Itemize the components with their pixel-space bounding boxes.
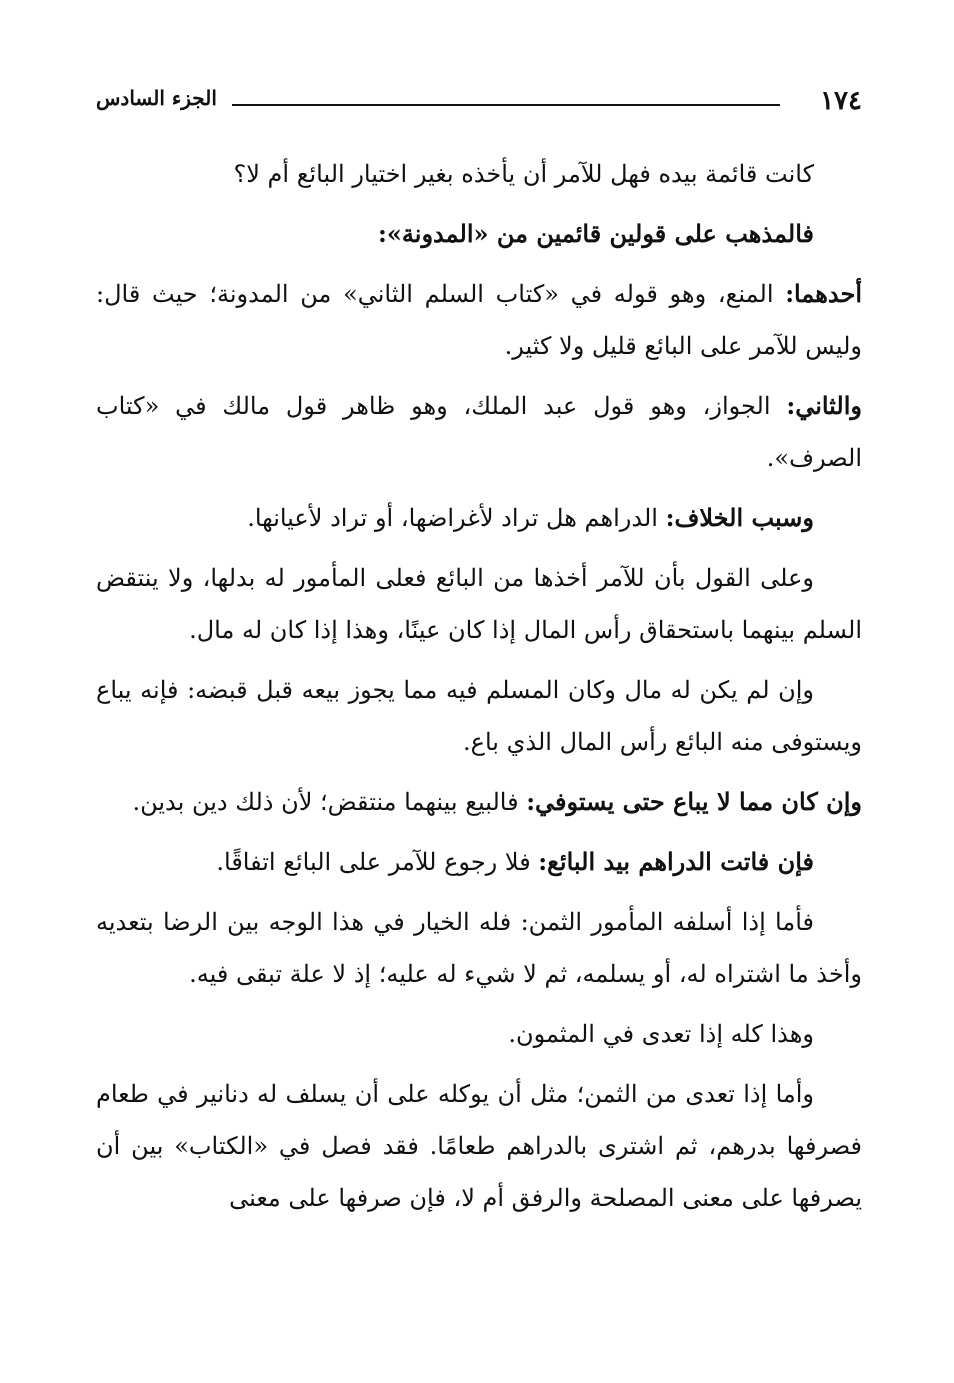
page-number: ١٧٤ <box>820 86 862 116</box>
paragraph-lead: والثاني: <box>786 391 862 420</box>
paragraph <box>96 380 862 484</box>
paragraph-lead: وسبب الخلاف: <box>665 503 814 532</box>
running-header <box>96 80 862 124</box>
paragraph-text: وأما إذا تعدى من الثمن؛ مثل أن يوكله على أن يسلف له دنانير في طعام فصرفها بدرهم، ثم اشترى بالدراهم طعامًا. فقد فصل في «الكتاب» بين أن يصرفها على معنى المصلحة والرفق أم لا، فإن صرفها على معنى <box>96 1080 862 1212</box>
paragraph <box>96 1008 862 1060</box>
paragraph-text: الدراهم هل تراد لأغراضها، أو تراد لأعيانها. <box>247 504 666 532</box>
paragraph-text: فالبيع بينهما منتقض؛ لأن ذلك دين بدين. <box>132 788 527 816</box>
part-title: الجزء السادس <box>96 86 217 110</box>
paragraph <box>96 492 862 544</box>
paragraph <box>96 664 862 768</box>
paragraph-text: المنع، وهو قوله في «كتاب السلم الثاني» من المدونة؛ حيث قال: وليس للآمر على البائع قليل ولا كثير. <box>96 280 862 360</box>
paragraph-lead: فإن فاتت الدراهم بيد البائع: <box>538 847 814 876</box>
paragraph-lead: وإن كان مما لا يباع حتى يستوفي: <box>526 787 862 816</box>
paragraph <box>96 268 862 372</box>
paragraph <box>96 776 862 828</box>
paragraph-lead: فالمذهب على قولين قائمين من «المدونة»: <box>378 219 814 248</box>
paragraph-text: وعلى القول بأن للآمر أخذها من البائع فعلى المأمور له بدلها، ولا ينتقض السلم بينهما باستحقاق رأس المال إذا كان عينًا، وهذا إذا كان له مال. <box>96 564 862 644</box>
body-text <box>96 148 862 1232</box>
paragraph-text: فأما إذا أسلفه المأمور الثمن: فله الخيار في هذا الوجه بين الرضا بتعديه وأخذ ما اشتراه له، أو يسلمه، ثم لا شيء له عليه؛ إذ لا علة تبقى فيه. <box>96 908 862 988</box>
paragraph-text: وهذا كله إذا تعدى في المثمون. <box>508 1020 814 1048</box>
paragraph <box>96 1068 862 1224</box>
header-rule <box>232 104 780 106</box>
paragraph-text: وإن لم يكن له مال وكان المسلم فيه مما يجوز بيعه قبل قبضه: فإنه يباع ويستوفى منه البائع رأس المال الذي باع. <box>96 676 862 756</box>
paragraph <box>96 896 862 1000</box>
paragraph <box>96 208 862 260</box>
paragraph <box>96 148 862 200</box>
paragraph-text: الجواز، وهو قول عبد الملك، وهو ظاهر قول مالك في «كتاب الصرف». <box>96 392 862 472</box>
paragraph-text: كانت قائمة بيده فهل للآمر أن يأخذه بغير اختيار البائع أم لا؟ <box>233 160 814 188</box>
paragraph-lead: أحدهما: <box>785 279 862 308</box>
paragraph <box>96 552 862 656</box>
paragraph-text: فلا رجوع للآمر على البائع اتفاقًا. <box>216 848 539 876</box>
paragraph <box>96 836 862 888</box>
